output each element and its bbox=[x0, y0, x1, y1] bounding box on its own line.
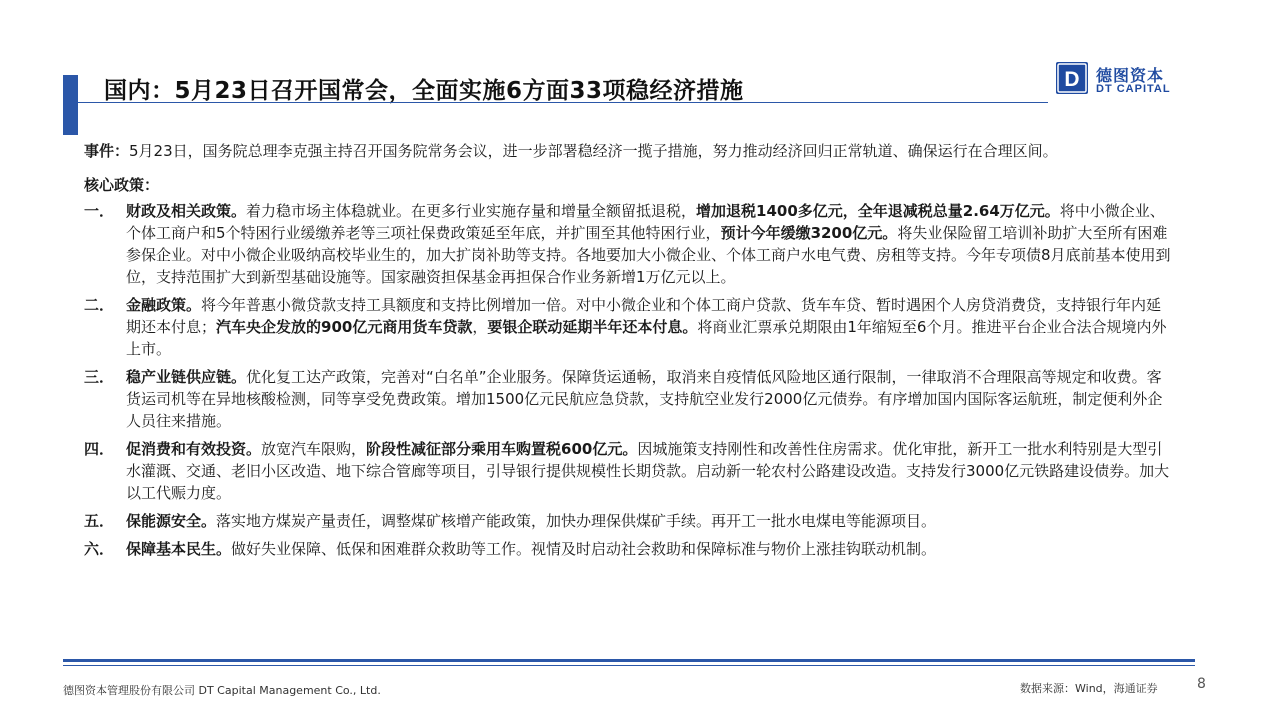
logo-mark-letter: D bbox=[1064, 68, 1080, 91]
policy-highlight: 阶段性减征部分乘用车购置税600亿元。 bbox=[366, 440, 638, 458]
policy-text: 着力稳市场主体稳就业。在更多行业实施存量和增量全额留抵退税， bbox=[246, 202, 697, 220]
policy-item-livelihood bbox=[84, 538, 1174, 560]
content-body bbox=[84, 140, 1174, 566]
policy-number: 四． bbox=[84, 440, 115, 458]
policy-title: 保障基本民生。 bbox=[126, 540, 232, 558]
policy-text: 将中小微企业、个体工商户和5个特困行业缓缴养老等三项社保费政策延至年底，并扩围至其他特困行业， bbox=[126, 202, 1165, 242]
policy-item-supply-chain bbox=[84, 366, 1174, 432]
company-logo bbox=[1056, 62, 1186, 98]
policy-number: 二． bbox=[84, 296, 115, 314]
policy-item-financial bbox=[84, 294, 1174, 360]
policy-text: 将失业保险留工培训补助扩大至所有困难参保企业。对中小微企业吸纳高校毕业生的，加大扩岗补助等支持。各地要加大小微企业、个体工商户水电气费、房租等支持。今年专项债8月底前基本使用到位，支持范围扩大到新型基础设施等。国家融资担保基金再担保合作业务新增1万亿元以上。 bbox=[126, 224, 1171, 286]
policy-text: 做好失业保障、低保和困难群众救助等工作。视情及时启动社会救助和保障标准与物价上涨挂钩联动机制。 bbox=[231, 540, 937, 558]
footer-divider-thick bbox=[63, 659, 1195, 662]
policy-text: 落实地方煤炭产量责任，调整煤矿核增产能政策，加快办理保供煤矿手续。再开工一批水电煤电等能源项目。 bbox=[216, 512, 937, 530]
policy-number: 一． bbox=[84, 202, 115, 220]
policy-text: 优化复工达产政策，完善对“白名单”企业服务。保障货运通畅，取消来自疫情低风险地区通行限制，一律取消不合理限高等规定和收费。客货运司机等在异地核酸检测，同等享受免费政策。增加1500亿元民航应急贷款，支持航空业发行2000亿元债券。有序增加国内国际客运航班，制定便利外企人员往来措施。 bbox=[126, 368, 1163, 430]
footer-data-source: 数据来源：Wind，海通证券 bbox=[1020, 682, 1158, 695]
policy-text: 因城施策支持刚性和改善性住房需求。优化审批，新开工一批水利特别是大型引水灌溉、交通、老旧小区改造、地下综合管廊等项目，引导银行提供规模性长期贷款。启动新一轮农村公路建设改造。支持发行3000亿元铁路建设债券。加大以工代赈力度。 bbox=[126, 440, 1170, 502]
policy-text: ， bbox=[472, 318, 488, 336]
policy-title: 保能源安全。 bbox=[126, 512, 217, 530]
title-accent-bar bbox=[63, 75, 78, 135]
policy-highlight: 汽车央企发放的900亿元商用货车贷款 bbox=[216, 318, 473, 336]
footer-divider-thin bbox=[63, 665, 1195, 666]
policy-title: 促消费和有效投资。 bbox=[126, 440, 262, 458]
core-policy-heading: 核心政策： bbox=[84, 176, 160, 194]
policy-item-energy bbox=[84, 510, 1174, 532]
page-title: 国内：5月23日召开国常会，全面实施6方面33项稳经济措施 bbox=[104, 78, 744, 104]
policy-title: 财政及相关政策。 bbox=[126, 202, 247, 220]
policy-highlight: 要银企联动延期半年还本付息。 bbox=[487, 318, 698, 336]
policy-number: 三． bbox=[84, 368, 115, 386]
policy-number: 五． bbox=[84, 512, 115, 530]
policy-text: 将今年普惠小微贷款支持工具额度和支持比例增加一倍。对中小微企业和个体工商户贷款、货车车贷、暂时遇困个人房贷消费贷，支持银行年内延期还本付息； bbox=[126, 296, 1162, 336]
policy-text: 放宽汽车限购， bbox=[261, 440, 367, 458]
policy-item-fiscal bbox=[84, 200, 1174, 288]
logo-mark-icon bbox=[1056, 62, 1088, 94]
policy-highlight: 增加退税1400多亿元，全年退减税总量2.64万亿元。 bbox=[696, 202, 1060, 220]
event-paragraph bbox=[84, 140, 1174, 162]
policy-highlight: 预计今年缓缴3200亿元。 bbox=[720, 224, 898, 242]
event-label: 事件： bbox=[84, 142, 130, 160]
policy-title: 稳产业链供应链。 bbox=[126, 368, 247, 386]
footer-company: 德图资本管理股份有限公司 DT Capital Management Co., Ltd. bbox=[63, 684, 381, 697]
policy-number: 六． bbox=[84, 540, 115, 558]
page-number: 8 bbox=[1197, 676, 1206, 692]
policy-text: 将商业汇票承兑期限由1年缩短至6个月。推进平台企业合法合规境内外上市。 bbox=[126, 318, 1167, 358]
title-underline bbox=[78, 102, 1048, 103]
policy-item-consumption-investment bbox=[84, 438, 1174, 504]
logo-text-cn: 德图资本 bbox=[1096, 66, 1165, 85]
policy-title: 金融政策。 bbox=[126, 296, 202, 314]
logo-text-en: DT CAPITAL bbox=[1096, 83, 1171, 95]
event-text: 5月23日，国务院总理李克强主持召开国务院常务会议，进一步部署稳经济一揽子措施，努力推动经济回归正常轨道、确保运行在合理区间。 bbox=[129, 142, 1058, 160]
